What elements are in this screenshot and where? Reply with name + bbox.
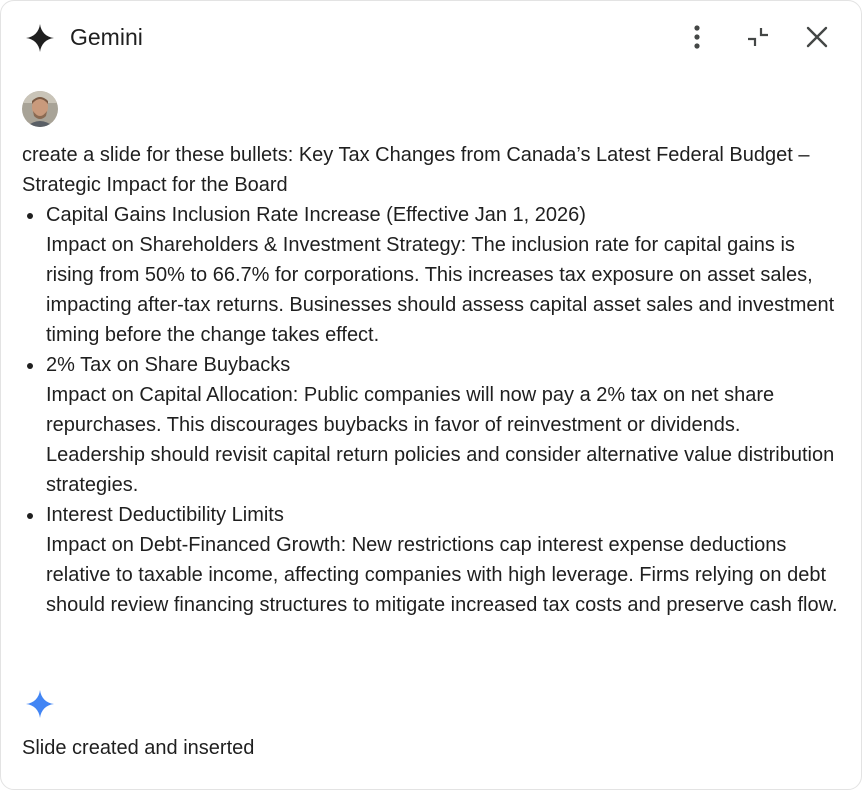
list-item [22, 200, 842, 350]
close-icon [805, 25, 829, 49]
bullet-heading: Capital Gains Inclusion Rate Increase (Effective Jan 1, 2026) [46, 204, 586, 226]
close-button[interactable] [797, 17, 837, 57]
panel-header [1, 1, 862, 73]
prompt-intro: create a slide for these bullets: Key Tax Changes from Canada’s Latest Federal Budget – Strategic Impact for the Board [22, 144, 810, 196]
bullet-heading: 2% Tax on Share Buybacks [46, 354, 291, 376]
user-avatar-image [22, 91, 58, 127]
gemini-response: Slide created and inserted [22, 737, 255, 759]
panel-title: Gemini [70, 24, 143, 50]
list-item [22, 350, 842, 500]
list-item [22, 500, 842, 620]
bullet-heading: Interest Deductibility Limits [46, 504, 284, 526]
minimize-button[interactable] [738, 17, 778, 57]
prompt-bullet-list [22, 200, 842, 620]
gemini-sparkle-icon [25, 23, 55, 53]
user-prompt [22, 140, 842, 620]
user-avatar [22, 91, 58, 127]
more-options-button[interactable] [677, 17, 717, 57]
bullet-body: Impact on Debt-Financed Growth: New restrictions cap interest expense deductions relative to taxable income, affecting companies with high leverage. Firms relying on debt should review financing structures to mitigate increased tax costs and preserve cash flow. [46, 534, 838, 616]
collapse-icon [746, 25, 770, 49]
more-vert-icon [693, 25, 701, 49]
gemini-sparkle-icon [25, 689, 55, 719]
bullet-body: Impact on Capital Allocation: Public companies will now pay a 2% tax on net share repurchases. This discourages buybacks in favor of reinvestment or dividends. Leadership should revisit capital return policies and consider alternative value distribution strategies. [46, 384, 835, 496]
bullet-body: Impact on Shareholders & Investment Strategy: The inclusion rate for capital gains is rising from 50% to 66.7% for corporations. This increases tax exposure on asset sales, impacting after-tax returns. Businesses should assess capital asset sales and investment timing before the change takes effect. [46, 234, 835, 346]
